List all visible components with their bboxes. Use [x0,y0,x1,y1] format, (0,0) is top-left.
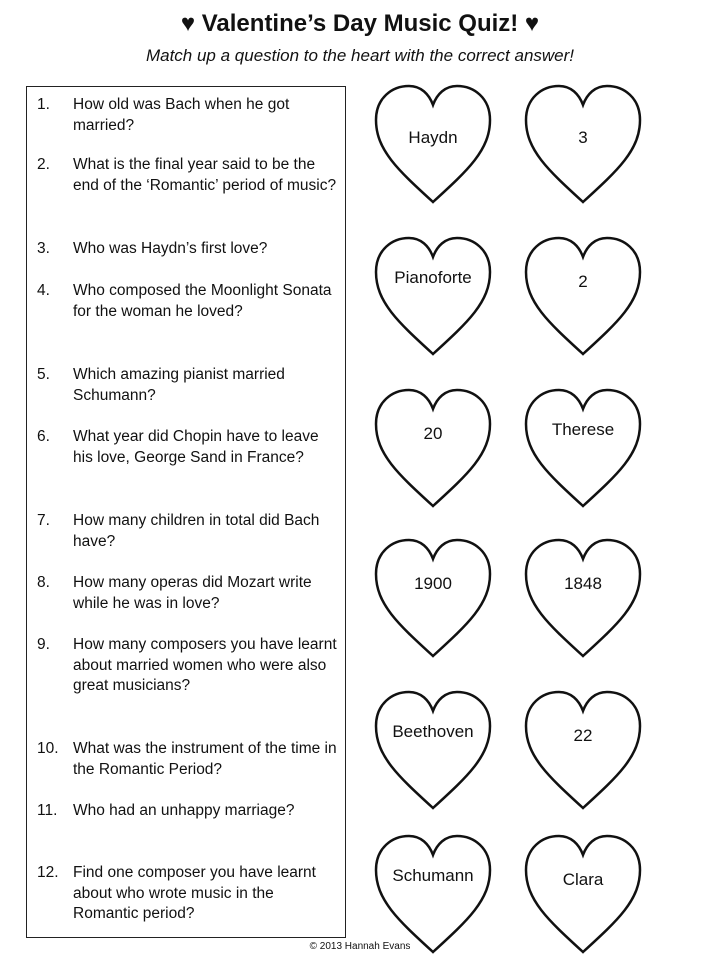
question-text: How many operas did Mozart write while he was in love? [73,574,312,612]
questions-box [26,86,346,938]
answer-heart[interactable] [518,78,648,208]
question-number: 8. [37,574,50,591]
answer-label: 22 [573,726,593,745]
question-text: What was the instrument of the time in the Romantic Period? [73,740,337,778]
question-number: 11. [37,802,58,819]
answer-label: Therese [551,420,615,439]
answer-heart[interactable] [368,382,498,512]
answer-heart[interactable] [518,684,648,814]
answer-label: 20 [423,424,443,443]
answer-heart[interactable] [518,532,648,662]
answer-label: 3 [578,128,588,147]
answer-label: Schumann [392,866,474,885]
answer-label: Clara [562,870,604,889]
heart-icon [518,532,648,662]
answer-heart[interactable] [518,382,648,512]
question-text: What year did Chopin have to leave his love, George Sand in France? [73,428,319,466]
question-text: Who was Haydn’s first love? [73,240,268,257]
question-number: 4. [37,282,50,299]
heart-icon [518,382,648,512]
heart-icon [518,684,648,814]
question-number: 12. [37,864,59,881]
question-number: 7. [37,512,50,529]
question-text: How many children in total did Bach have? [73,512,320,550]
answer-label: 2 [578,272,588,291]
hearts-grid [360,70,720,940]
answer-heart[interactable] [518,828,648,958]
heart-icon [368,684,498,814]
answer-label: Beethoven [392,722,474,741]
question-text: Who had an unhappy marriage? [73,802,295,819]
question-number: 1. [37,96,50,113]
answer-label: Haydn [408,128,458,147]
question-number: 2. [37,156,50,173]
answer-label: 1848 [564,574,602,593]
question-number: 9. [37,636,50,653]
page-title: ♥ Valentine’s Day Music Quiz! ♥ [180,10,540,37]
question-text: How old was Bach when he got married? [73,96,290,134]
heart-icon [368,382,498,512]
answer-heart[interactable] [368,828,498,958]
question-number: 3. [37,240,50,257]
copyright-notice: © 2013 Hannah Evans [309,941,411,952]
answer-label: Pianoforte [394,268,472,287]
question-number: 5. [37,366,50,383]
question-text: Find one composer you have learnt about who wrote music in the Romantic period? [73,864,316,922]
answer-heart[interactable] [518,230,648,360]
answer-heart[interactable] [368,532,498,662]
heart-icon [518,230,648,360]
question-number: 6. [37,428,50,445]
answer-label: 1900 [414,574,452,593]
heart-icon [368,532,498,662]
answer-heart[interactable] [368,684,498,814]
page-subtitle: Match up a question to the heart with the correct answer! [145,46,575,65]
question-text: Who composed the Moonlight Sonata for the woman he loved? [73,282,332,320]
heart-icon [368,230,498,360]
heart-icon [518,828,648,958]
question-text: What is the final year said to be the end of the ‘Romantic’ period of music? [73,156,337,194]
question-number: 10. [37,740,59,757]
question-text: Which amazing pianist married Schumann? [73,366,285,404]
answer-heart[interactable] [368,78,498,208]
question-text: How many composers you have learnt about married women who were also great musicians? [73,636,337,694]
answer-heart[interactable] [368,230,498,360]
heart-icon [368,828,498,958]
